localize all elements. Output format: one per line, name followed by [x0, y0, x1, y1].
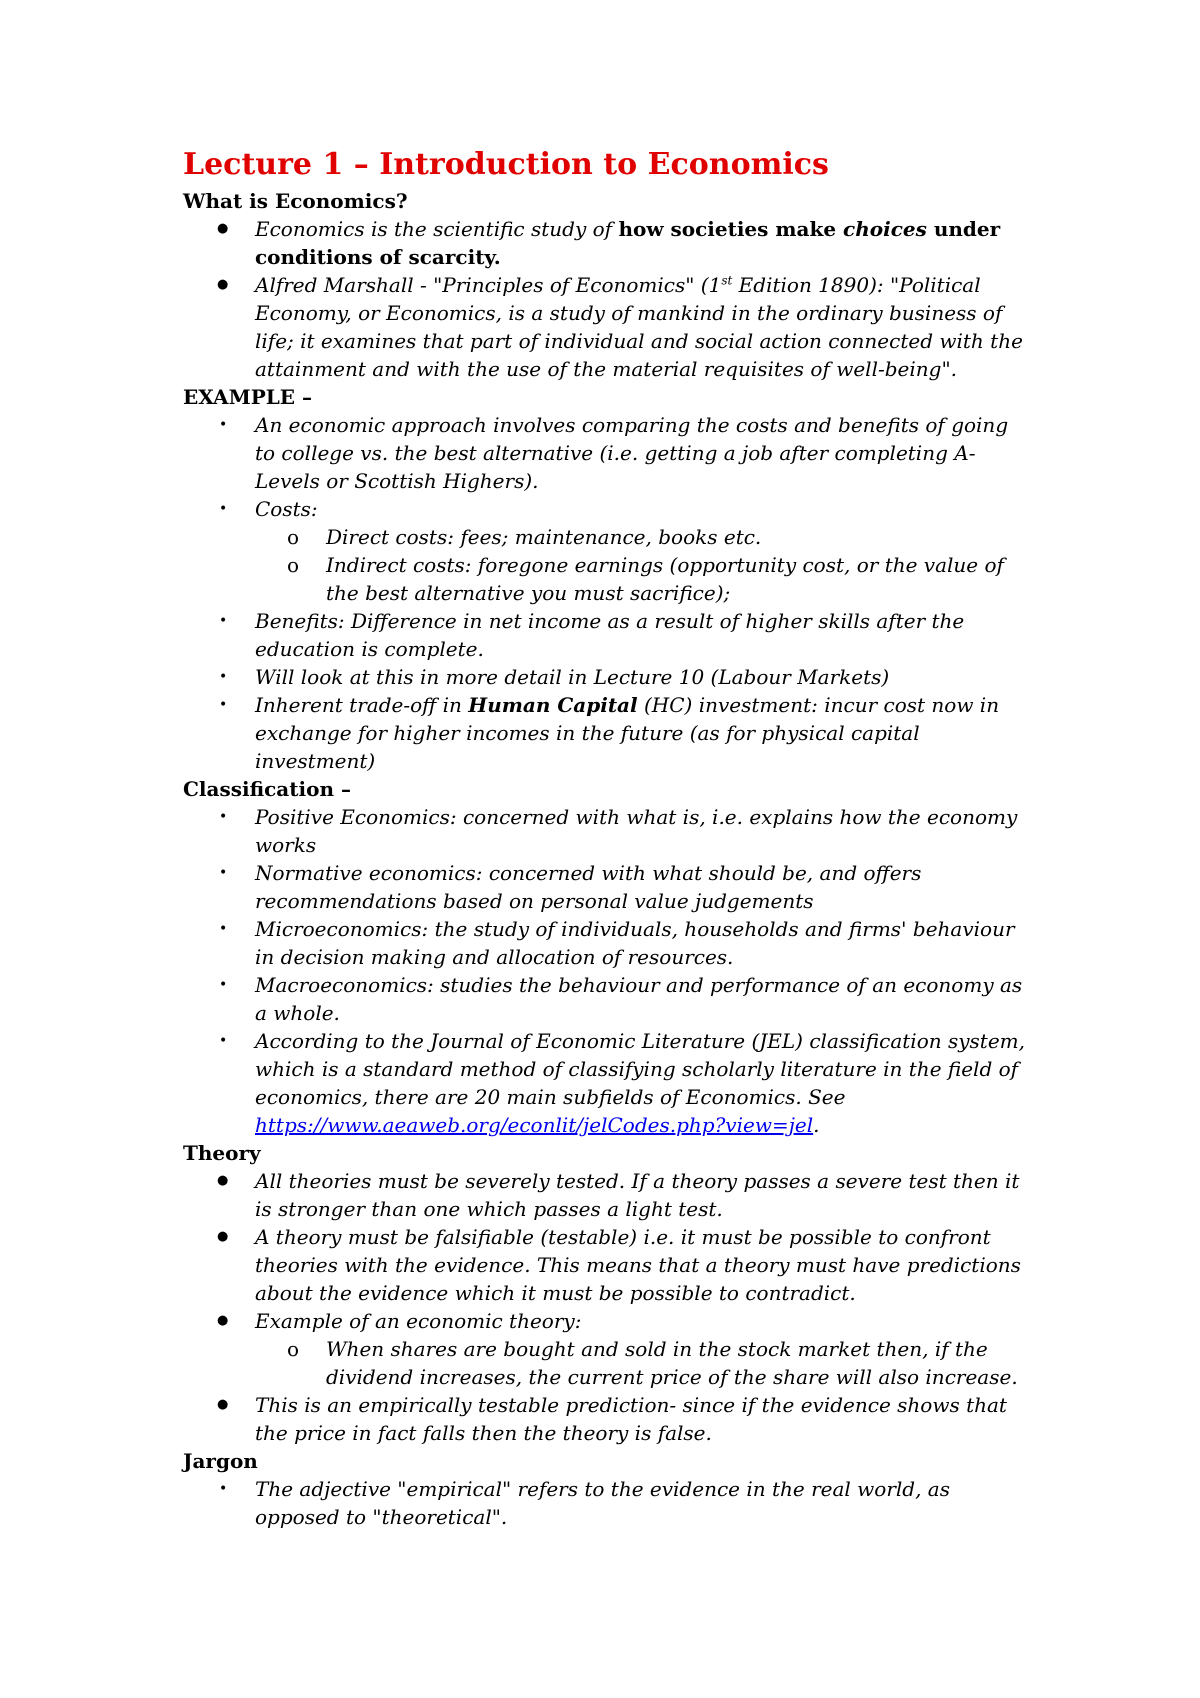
list-item: • The adjective "empirical" refers to the evidence in the real world, as opposed to "theoretical". [219, 1477, 950, 1529]
list-theory [183, 1167, 1033, 1447]
bullet-circle-icon: o [287, 553, 300, 577]
list-item: • Positive Economics: concerned with what is, i.e. explains how the economy works [219, 805, 1018, 857]
list-item: ● Economics is the scientific study of how societies make choices under conditions of scarcity. [217, 217, 1001, 269]
list-item: ● A theory must be falsifiable (testable) i.e. it must be possible to confront theories with the evidence. This means that a theory must have predictions about the evidence which it must be possible to contradict. [217, 1225, 1021, 1305]
bullet-dot-icon: ● [217, 1313, 229, 1328]
sub-list-item: o Direct costs: fees; maintenance, books etc. [287, 525, 762, 549]
bullet-small-icon: • [219, 417, 228, 433]
list-item: • An economic approach involves comparing the costs and benefits of going to college vs. the best alternative (i.e. getting a job after completing A-Levels or Scottish Highers). [219, 413, 1009, 493]
bullet-small-icon: • [219, 1481, 228, 1497]
bullet-dot-icon: ● [217, 277, 229, 292]
bullet-small-icon: • [219, 809, 228, 825]
list-item: • Macroeconomics: studies the behaviour and performance of an economy as a whole. [219, 973, 1023, 1025]
bullet-small-icon: • [219, 1033, 228, 1049]
list-example [183, 411, 1033, 775]
list-what-is [183, 215, 1033, 383]
heading-theory: Theory [183, 1141, 261, 1165]
list-item: • According to the Journal of Economic Literature (JEL) classification system, which is a standard method of classifying scholarly literature in the field of economics, there are 20 main subfields of Economics. See https://www.aeaweb.org/econlit/jelCodes.php?view=jel. [219, 1029, 1025, 1137]
bullet-dot-icon: ● [217, 1173, 229, 1188]
bullet-small-icon: • [219, 865, 228, 881]
list-classification [183, 803, 1033, 1139]
list-jargon [183, 1475, 1033, 1531]
sub-list-item: o Indirect costs: foregone earnings (opportunity cost, or the value of the best alternative you must sacrifice); [287, 553, 1004, 605]
bullet-dot-icon: ● [217, 1397, 229, 1412]
bullet-small-icon: • [219, 613, 228, 629]
bullet-small-icon: • [219, 921, 228, 937]
list-item: • Benefits: Difference in net income as a result of higher skills after the education is complete. [219, 609, 965, 661]
sub-list-item: o When shares are bought and sold in the stock market then, if the dividend increases, the current price of the share will also increase. [287, 1337, 1018, 1389]
bullet-circle-icon: o [287, 525, 300, 549]
list-item: • Will look at this in more detail in Lecture 10 (Labour Markets) [219, 665, 890, 689]
bullet-small-icon: • [219, 697, 228, 713]
list-item: ● Example of an economic theory: [217, 1309, 582, 1333]
heading-classification: Classification – [183, 777, 351, 801]
list-item: • Normative economics: concerned with what should be, and offers recommendations based on personal value judgements [219, 861, 922, 913]
bullet-dot-icon: ● [217, 1229, 229, 1244]
page-title: Lecture 1 – Introduction to Economics [183, 147, 829, 182]
bullet-dot-icon: ● [217, 221, 229, 236]
bullet-small-icon: • [219, 669, 228, 685]
list-item: ● This is an empirically testable prediction- since if the evidence shows that the price in fact falls then the theory is false. [217, 1393, 1007, 1445]
heading-jargon: Jargon [183, 1449, 258, 1473]
list-item: • Microeconomics: the study of individuals, households and firms' behaviour in decision making and allocation of resources. [219, 917, 1015, 969]
bullet-small-icon: • [219, 501, 228, 517]
document-page [183, 146, 1033, 1531]
heading-example: EXAMPLE – [183, 385, 313, 409]
bullet-circle-icon: o [287, 1337, 300, 1361]
list-item: • Costs: [219, 497, 318, 521]
bullet-small-icon: • [219, 977, 228, 993]
heading-what-is-economics: What is Economics? [183, 189, 408, 213]
list-item: ● Alfred Marshall - "Principles of Economics" (1st Edition 1890): "Political Economy, or Economics, is a study of mankind in the ordinary business of life; it examines that part of individual and social action connected with the attainment and with the use of the material requisites of well-being". [217, 273, 1023, 381]
list-item: ● All theories must be severely tested. If a theory passes a severe test then it is stronger than one which passes a light test. [217, 1169, 1020, 1221]
list-item: • Inherent trade-off in Human Capital (HC) investment: incur cost now in exchange for higher incomes in the future (as for physical capital investment) [219, 693, 1000, 773]
jel-codes-link[interactable]: https://www.aeaweb.org/econlit/jelCodes.php?view=jel [255, 1113, 814, 1137]
